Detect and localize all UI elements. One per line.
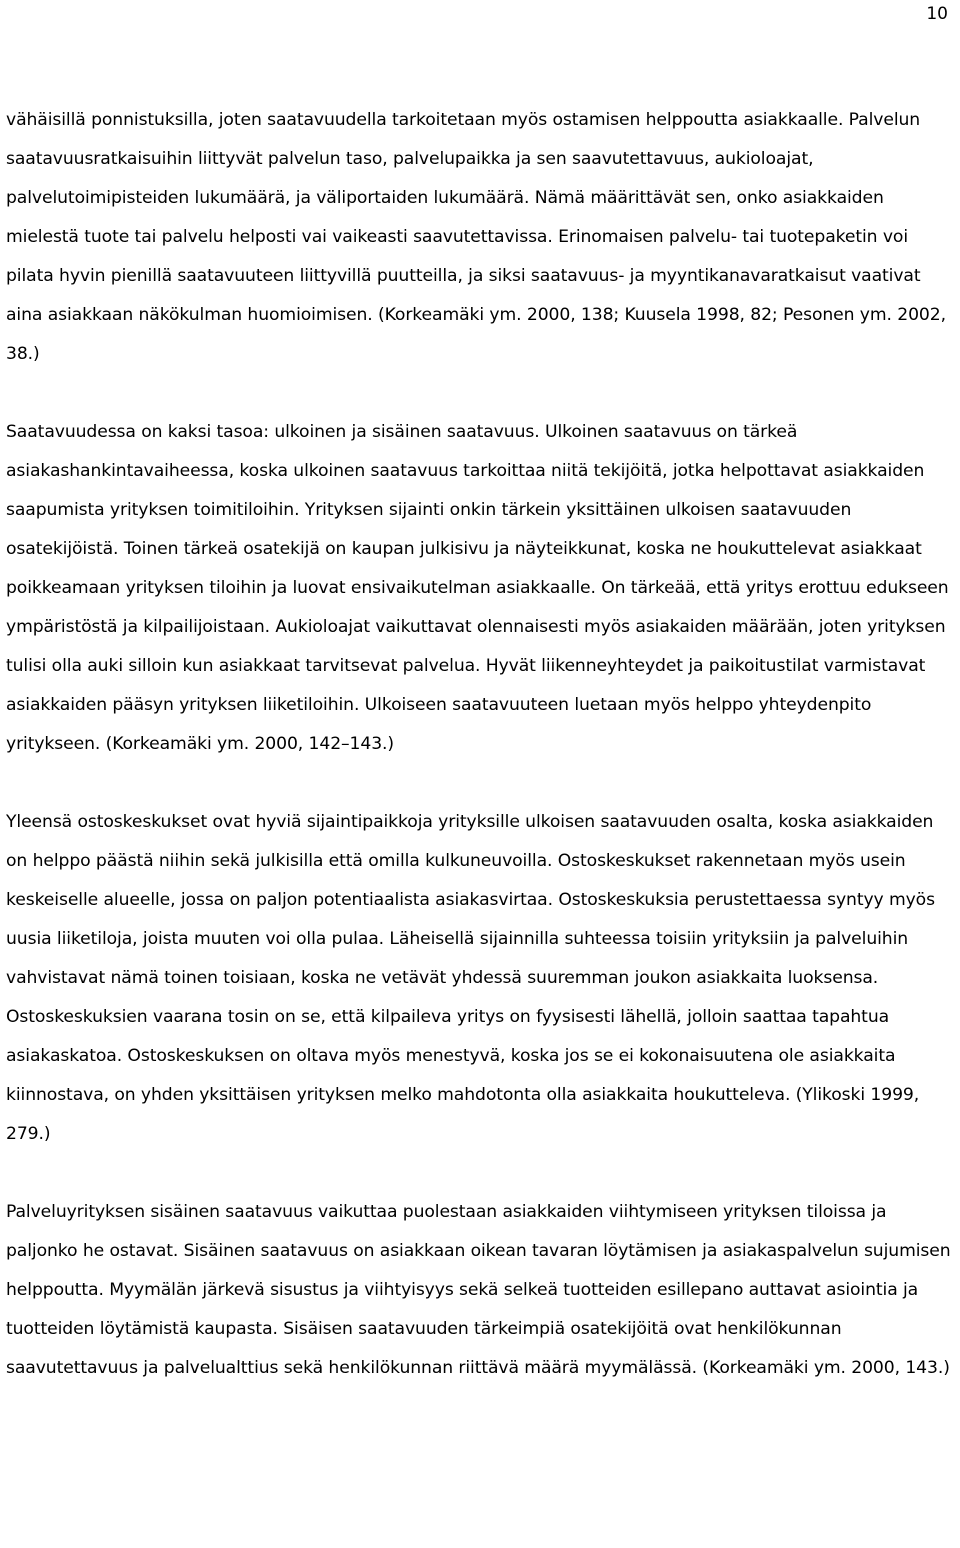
paragraph-1: vähäisillä ponnistuksilla, joten saatavuudella tarkoitetaan myös ostamisen helppoutta asiakkaalle. Palvelun saatavuusratkaisuihin liittyvät palvelun taso, palvelupaikka ja sen saavutettavuus, aukioloajat, palvelutoimipisteiden lukumäärä, ja väliportaiden lukumäärä. Nämä määrittävät sen, onko asiakkaiden mielestä tuote tai palvelu helposti vai vaikeasti saavutettavissa. Erinomaisen palvelu- tai tuotepaketin voi pilata hyvin pienillä saatavuuteen liittyvillä puutteilla, ja siksi saatavuus- ja myyntikanavaratkaisut vaativat aina asiakkaan näkökulman huomioimisen. (Korkeamäki ym. 2000, 138; Kuusela 1998, 82; Pesonen ym. 2002, 38.) [6, 110, 946, 364]
paragraph-2: Saatavuudessa on kaksi tasoa: ulkoinen ja sisäinen saatavuus. Ulkoinen saatavuus on tärkeä asiakashankintavaiheessa, koska ulkoinen saatavuus tarkoittaa niitä tekijöitä, jotka helpottavat asiakkaiden saapumista yrityksen toimitiloihin. Yrityksen sijainti onkin tärkein yksittäinen ulkoisen saatavuuden osatekijöistä. Toinen tärkeä osatekijä on kaupan julkisivu ja näyteikkunat, koska ne houkuttelevat asiakkaat poikkeamaan yrityksen tiloihin ja luovat ensivaikutelman asiakkaalle. On tärkeää, että yritys erottuu edukseen ympäristöstä ja kilpailijoistaan. Aukioloajat vaikuttavat olennaisesti myös asiakaiden määrään, joten yrityksen tulisi olla auki silloin kun asiakkaat tarvitsevat palvelua. Hyvät liikenneyhteydet ja paikoitustilat varmistavat asiakkaiden pääsyn yrityksen liiketiloihin. Ulkoiseen saatavuuteen luetaan myös helppo yhteydenpito yritykseen. (Korkeamäki ym. 2000, 142–143.) [6, 422, 949, 754]
paragraph-gap [6, 1154, 956, 1193]
paragraph-gap [6, 374, 956, 413]
paragraph-4: Palveluyrityksen sisäinen saatavuus vaikuttaa puolestaan asiakkaiden viihtymiseen yrityksen tiloissa ja paljonko he ostavat. Sisäinen saatavuus on asiakkaan oikean tavaran löytämisen ja asiakaspalvelun sujumisen helppoutta. Myymälän järkevä sisustus ja viihtyisyys sekä selkeä tuotteiden esillepano auttavat asiointia ja tuotteiden löytämistä kaupasta. Sisäisen saatavuuden tärkeimpiä osatekijöitä ovat henkilökunnan saavutettavuus ja palvelualttius sekä henkilökunnan riittävä määrä myymälässä. (Korkeamäki ym. 2000, 143.) [6, 1202, 951, 1378]
paragraph-3: Yleensä ostoskeskukset ovat hyviä sijaintipaikkoja yrityksille ulkoisen saatavuuden osalta, koska asiakkaiden on helppo päästä niihin sekä julkisilla että omilla kulkuneuvoilla. Ostoskeskukset rakennetaan myös usein keskeiselle alueelle, jossa on paljon potentiaalista asiakasvirtaa. Ostoskeskuksia perustettaessa syntyy myös uusia liiketiloja, joista muuten voi olla pulaa. Läheisellä sijainnilla suhteessa toisiin yrityksiin ja palveluihin vahvistavat nämä toinen toisiaan, koska ne vetävät yhdessä suuremman joukon asiakkaita luoksensa. Ostoskeskuksien vaarana tosin on se, että kilpaileva yritys on fyysisesti lähellä, jolloin saattaa tapahtua asiakaskatoa. Ostoskeskuksen on oltava myös menestyvä, koska jos se ei kokonaisuutena ole asiakkaita kiinnostava, on yhden yksittäisen yrityksen melko mahdotonta olla asiakkaita houkutteleva. (Ylikoski 1999, 279.) [6, 812, 935, 1144]
page-number: 10 [926, 4, 948, 24]
document-body [6, 101, 956, 1388]
paragraph-gap [6, 764, 956, 803]
